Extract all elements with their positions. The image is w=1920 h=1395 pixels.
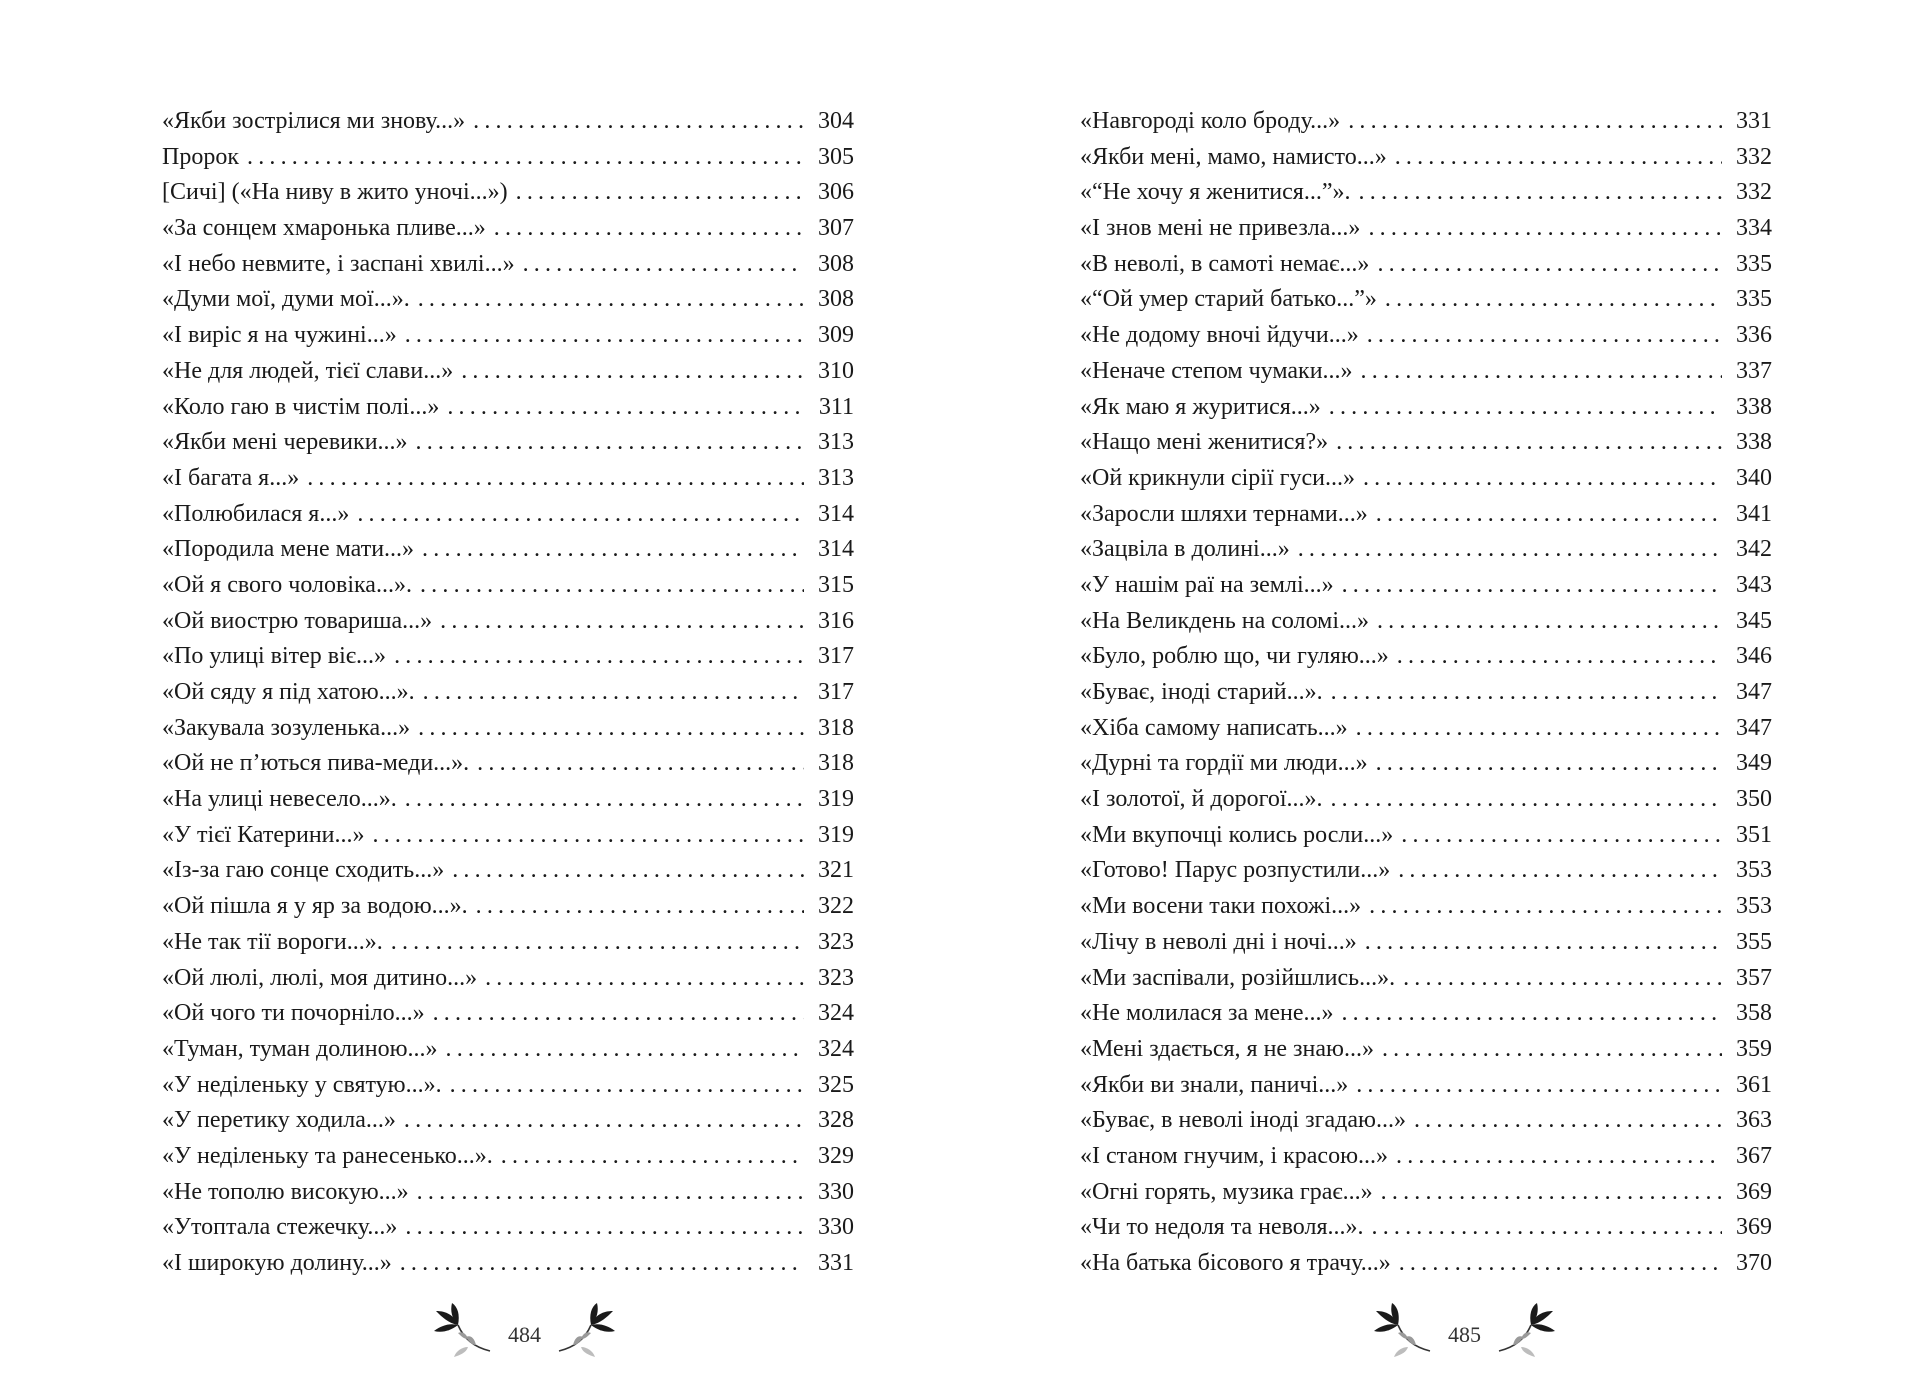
flower-sprig-icon (1495, 1303, 1565, 1357)
toc-entry (1080, 497, 1772, 533)
toc-entry-title: «“Ой умер старий батько...”» (1080, 286, 1377, 313)
dot-leader (1399, 1246, 1722, 1282)
dot-leader (1367, 318, 1722, 354)
toc-entry-page: 322 (818, 893, 854, 920)
toc-entry-page: 314 (818, 500, 854, 527)
toc-entry-title: «Ми заспівали, розійшлись...». (1080, 964, 1396, 991)
toc-entry-page: 325 (818, 1071, 854, 1098)
toc-entry-title: «Було, роблю що, чи гуляю...» (1080, 643, 1389, 670)
toc-entry-page: 330 (818, 1178, 854, 1205)
toc-entry (1080, 568, 1772, 604)
toc-entry-page: 367 (1736, 1142, 1772, 1169)
toc-entry-page: 345 (1736, 607, 1772, 634)
dot-leader (1363, 461, 1722, 497)
toc-entry-title: «Якби мені, мамо, намисто...» (1080, 143, 1387, 170)
dot-leader (1356, 711, 1722, 747)
toc-entry-page: 323 (818, 928, 854, 955)
dot-leader (404, 1103, 804, 1139)
toc-entry (1080, 140, 1772, 176)
dot-leader (423, 675, 804, 711)
dot-leader (1403, 961, 1722, 997)
toc-entry-title: «Мені здається, я не знаю...» (1080, 1035, 1374, 1062)
toc-entry-page: 363 (1736, 1107, 1772, 1134)
toc-entry-title: «Закувала зозуленька...» (162, 714, 411, 741)
toc-entry-page: 308 (818, 250, 854, 277)
toc-entry (1080, 996, 1772, 1032)
toc-entry (162, 568, 854, 604)
toc-entry-page: 338 (1736, 429, 1772, 456)
toc-entry-page: 342 (1736, 536, 1772, 563)
dot-leader (1336, 425, 1722, 461)
toc-entry-title: «Ой чого ти почорніло...» (162, 1000, 425, 1027)
toc-entry (162, 639, 854, 675)
dot-leader (1376, 497, 1722, 533)
toc-entry (1080, 1032, 1772, 1068)
toc-entry (1080, 390, 1772, 426)
toc-entry-title: «Коло гаю в чистім полі...» (162, 393, 440, 420)
toc-entry-page: 304 (818, 108, 854, 134)
page-number: 484 (508, 1322, 541, 1347)
toc-entry-page: 361 (1736, 1071, 1772, 1098)
toc-entry-page: 328 (818, 1107, 854, 1134)
toc-entry-title: «Породила мене мати...» (162, 536, 415, 563)
toc-entry-page: 329 (818, 1142, 854, 1169)
dot-leader (373, 818, 804, 854)
toc-entry-page: 319 (818, 821, 854, 848)
toc-entry (162, 354, 854, 390)
dot-leader (1395, 140, 1722, 176)
toc-entry-page: 358 (1736, 1000, 1772, 1027)
toc-entry-title: «Не молилася за мене...» (1080, 1000, 1334, 1027)
toc-entry (1080, 282, 1772, 318)
toc-entry (162, 175, 854, 211)
toc-list-left (162, 104, 854, 1282)
toc-entry (1080, 961, 1772, 997)
toc-entry-page: 317 (818, 679, 854, 705)
toc-entry (1080, 425, 1772, 461)
toc-entry-title: «Неначе степом чумаки...» (1080, 357, 1353, 384)
toc-entry-page: 341 (1736, 500, 1772, 527)
toc-entry-page: 350 (1736, 786, 1772, 813)
toc-entry-title: «На улиці невесело...». (162, 786, 397, 813)
page-number: 485 (1448, 1322, 1481, 1347)
toc-entry-page: 337 (1736, 357, 1772, 384)
toc-entry (1080, 889, 1772, 925)
toc-entry (162, 604, 854, 640)
toc-entry (1080, 461, 1772, 497)
toc-entry-title: «Лічу в неволі дні і ночі...» (1080, 928, 1357, 955)
toc-entry-page: 313 (818, 464, 854, 491)
toc-entry-page: 335 (1736, 286, 1772, 313)
dot-leader (1398, 853, 1722, 889)
toc-entry (1080, 247, 1772, 283)
toc-entry-title: «Зацвіла в долині...» (1080, 536, 1290, 563)
toc-entry (162, 211, 854, 247)
toc-entry (162, 889, 854, 925)
toc-entry (1080, 925, 1772, 961)
dot-leader (1348, 104, 1722, 140)
dot-leader (1377, 604, 1722, 640)
dot-leader (405, 318, 804, 354)
toc-entry-title: Пророк (162, 143, 239, 170)
dot-leader (307, 461, 804, 497)
toc-entry-title: «Не додому вночі йдучи...» (1080, 322, 1359, 349)
dot-leader (477, 746, 804, 782)
toc-entry (162, 497, 854, 533)
toc-entry (1080, 1246, 1772, 1282)
dot-leader (1381, 1175, 1722, 1211)
dot-leader (473, 104, 804, 140)
toc-entry (1080, 1210, 1772, 1246)
toc-entry-title: «У тієї Катерини...» (162, 821, 365, 848)
dot-leader (452, 853, 804, 889)
toc-entry (1080, 711, 1772, 747)
toc-entry-page: 340 (1736, 464, 1772, 491)
toc-entry-page: 334 (1736, 215, 1772, 242)
toc-entry-title: «Ой виострю товариша...» (162, 607, 433, 634)
dot-leader (1385, 282, 1722, 318)
toc-entry-page: 319 (818, 786, 854, 813)
toc-entry (162, 425, 854, 461)
toc-entry-page: 324 (818, 1035, 854, 1062)
toc-entry-page: 332 (1736, 179, 1772, 206)
toc-entry-title: «Якби ви знали, паничі...» (1080, 1071, 1349, 1098)
toc-entry-title: «Не для людей, тієї слави...» (162, 357, 454, 384)
dot-leader (501, 1139, 804, 1175)
toc-entry-title: «І багата я...» (162, 464, 300, 491)
toc-entry-title: «Готово! Парус розпустили...» (1080, 857, 1391, 884)
toc-entry-title: «Туман, туман долиною...» (162, 1035, 438, 1062)
toc-entry-page: 353 (1736, 857, 1772, 884)
dot-leader (450, 1068, 804, 1104)
toc-entry (162, 818, 854, 854)
toc-entry (162, 461, 854, 497)
dot-leader (446, 1032, 804, 1068)
toc-entry-page: 331 (818, 1250, 854, 1276)
toc-entry-page: 330 (818, 1214, 854, 1241)
dot-leader (1356, 1068, 1722, 1104)
dot-leader (422, 532, 804, 568)
toc-entry-title: «“Не хочу я женитися...”». (1080, 179, 1351, 206)
toc-entry (162, 140, 854, 176)
dot-leader (1414, 1103, 1722, 1139)
toc-entry (162, 247, 854, 283)
dot-leader (1369, 889, 1722, 925)
toc-entry-page: 359 (1736, 1035, 1772, 1062)
dot-leader (400, 1246, 804, 1282)
toc-entry (162, 1175, 854, 1211)
toc-entry-page: 308 (818, 286, 854, 313)
dot-leader (394, 639, 804, 675)
toc-entry-title: «Ой не п’ються пива-меди...». (162, 750, 470, 777)
toc-entry-page: 347 (1736, 679, 1772, 705)
toc-entry (1080, 354, 1772, 390)
dot-leader (1330, 782, 1722, 818)
toc-entry-title: «Огні горять, музика грає...» (1080, 1178, 1373, 1205)
dot-leader (1372, 1210, 1723, 1246)
toc-entry (1080, 675, 1772, 711)
toc-entry-title: «Не так тії вороги...». (162, 928, 383, 955)
toc-entry-title: «Ой люлі, люлі, моя дитино...» (162, 964, 478, 991)
dot-leader (1397, 639, 1722, 675)
toc-entry (162, 1246, 854, 1282)
toc-entry-title: «І золотої, й дорогої...». (1080, 786, 1323, 813)
dot-leader (1368, 211, 1722, 247)
toc-entry-page: 318 (818, 714, 854, 741)
toc-entry-title: «У неділеньку та ранесенько...». (162, 1142, 493, 1169)
dot-leader (418, 282, 804, 318)
dot-leader (1331, 675, 1722, 711)
toc-entry-title: «Ой я свого чоловіка...». (162, 571, 412, 598)
toc-entry-title: «Думи мої, думи мої...». (162, 286, 410, 313)
dot-leader (461, 354, 804, 390)
toc-entry-page: 306 (818, 179, 854, 206)
toc-entry-page: 323 (818, 964, 854, 991)
toc-entry-title: «Нащо мені женитися?» (1080, 429, 1329, 456)
toc-entry-title: «Навгороді коло броду...» (1080, 108, 1341, 134)
toc-entry-title: «Не тополю високую...» (162, 1178, 409, 1205)
flower-sprig-icon (1364, 1303, 1434, 1357)
toc-entry-title: «І широкую долину...» (162, 1250, 392, 1276)
toc-entry-page: 305 (818, 143, 854, 170)
toc-entry-page: 355 (1736, 928, 1772, 955)
toc-entry (162, 1103, 854, 1139)
dot-leader (420, 568, 804, 604)
toc-entry-page: 318 (818, 750, 854, 777)
dot-leader (1382, 1032, 1722, 1068)
toc-entry-title: «Полюбилася я...» (162, 500, 350, 527)
toc-entry-page: 357 (1736, 964, 1772, 991)
toc-entry-title: «І небо невмите, і заспані хвилі...» (162, 250, 515, 277)
toc-entry-title: «Чи то недоля та неволя...». (1080, 1214, 1364, 1241)
toc-entry (1080, 604, 1772, 640)
toc-entry (1080, 1068, 1772, 1104)
toc-entry-title: «Ой сяду я під хатою...». (162, 679, 415, 705)
toc-entry (1080, 818, 1772, 854)
toc-entry (162, 1068, 854, 1104)
toc-entry-page: 349 (1736, 750, 1772, 777)
toc-entry (162, 532, 854, 568)
toc-entry-title: «У нашім раї на землі...» (1080, 571, 1334, 598)
toc-entry-title: «Із-за гаю сонце сходить...» (162, 857, 445, 884)
toc-entry (1080, 318, 1772, 354)
page-footer-right (1364, 1300, 1565, 1360)
dot-leader (1341, 996, 1722, 1032)
toc-entry-page: 338 (1736, 393, 1772, 420)
toc-entry-page: 343 (1736, 571, 1772, 598)
toc-entry (162, 961, 854, 997)
toc-entry (1080, 639, 1772, 675)
dot-leader (523, 247, 804, 283)
dot-leader (391, 925, 804, 961)
dot-leader (416, 425, 804, 461)
toc-entry (162, 996, 854, 1032)
dot-leader (1342, 568, 1722, 604)
toc-entry-page: 317 (818, 643, 854, 670)
toc-entry-title: «І знов мені не привезла...» (1080, 215, 1361, 242)
toc-entry (162, 711, 854, 747)
toc-entry-title: «Дурні та гордії ми люди...» (1080, 750, 1368, 777)
toc-entry-page: 332 (1736, 143, 1772, 170)
toc-entry-title: «По улиці вітер віє...» (162, 643, 387, 670)
toc-entry-title: «У перетику ходила...» (162, 1107, 396, 1134)
dot-leader (1298, 532, 1722, 568)
toc-entry-page: 316 (818, 607, 854, 634)
toc-entry-page: 307 (818, 215, 854, 242)
dot-leader (494, 211, 804, 247)
toc-entry-page: 353 (1736, 893, 1772, 920)
toc-entry (162, 318, 854, 354)
toc-entry (1080, 532, 1772, 568)
toc-entry (1080, 1175, 1772, 1211)
toc-entry-title: «Ми вкупочці колись росли...» (1080, 821, 1394, 848)
flower-sprig-icon (424, 1303, 494, 1357)
toc-entry-page: 314 (818, 536, 854, 563)
toc-entry (162, 390, 854, 426)
toc-entry-page: 369 (1736, 1178, 1772, 1205)
toc-entry-page: 351 (1736, 821, 1772, 848)
toc-entry (162, 1210, 854, 1246)
right-page (960, 0, 1920, 1395)
toc-entry-page: 346 (1736, 643, 1772, 670)
dot-leader (476, 889, 804, 925)
toc-entry (162, 853, 854, 889)
toc-entry-page: 313 (818, 429, 854, 456)
toc-entry-title: «На батька бісового я трачу...» (1080, 1250, 1391, 1276)
toc-entry (162, 782, 854, 818)
toc-entry (162, 282, 854, 318)
toc-entry-title: «Буває, іноді старий...». (1080, 679, 1323, 705)
toc-entry-title: «Ми восени таки похожі...» (1080, 893, 1362, 920)
toc-entry (162, 104, 854, 140)
dot-leader (516, 175, 804, 211)
dot-leader (447, 390, 804, 426)
toc-entry-page: 336 (1736, 322, 1772, 349)
toc-entry-title: «Як маю я журитися...» (1080, 393, 1321, 420)
toc-entry (1080, 104, 1772, 140)
dot-leader (1376, 746, 1722, 782)
toc-entry-title: «Утоптала стежечку...» (162, 1214, 398, 1241)
dot-leader (1401, 818, 1722, 854)
toc-entry-title: «І виріс я на чужині...» (162, 322, 397, 349)
toc-entry (162, 746, 854, 782)
toc-entry-page: 370 (1736, 1250, 1772, 1276)
toc-entry-title: «У неділеньку у святую...». (162, 1071, 442, 1098)
toc-entry (162, 925, 854, 961)
toc-entry-page: 335 (1736, 250, 1772, 277)
dot-leader (1361, 354, 1722, 390)
toc-entry-title: «Ой пішла я у яр за водою...». (162, 893, 468, 920)
page-footer-left (424, 1300, 625, 1360)
toc-entry-page: 324 (818, 1000, 854, 1027)
toc-entry-title: «В неволі, в самоті немає...» (1080, 250, 1370, 277)
toc-entry-page: 315 (818, 571, 854, 598)
toc-entry-title: [Сичі] («На ниву в жито уночі...») (162, 179, 508, 206)
toc-entry-title: «За сонцем хмаронька пливе...» (162, 215, 486, 242)
dot-leader (357, 497, 804, 533)
dot-leader (1359, 175, 1723, 211)
dot-leader (1329, 390, 1722, 426)
toc-entry-page: 310 (818, 357, 854, 384)
toc-entry-title: «Якби зострілися ми знову...» (162, 108, 466, 134)
toc-entry (1080, 211, 1772, 247)
toc-entry (162, 1032, 854, 1068)
dot-leader (247, 140, 804, 176)
dot-leader (405, 782, 804, 818)
dot-leader (440, 604, 804, 640)
toc-entry-title: «Буває, в неволі іноді згадаю...» (1080, 1107, 1406, 1134)
dot-leader (405, 1210, 804, 1246)
toc-entry-page: 309 (818, 322, 854, 349)
toc-entry-page: 369 (1736, 1214, 1772, 1241)
dot-leader (1365, 925, 1722, 961)
toc-entry-title: «Хіба самому написать...» (1080, 714, 1348, 741)
toc-entry-page: 311 (818, 393, 854, 420)
toc-entry (1080, 1103, 1772, 1139)
dot-leader (418, 711, 804, 747)
dot-leader (417, 1175, 804, 1211)
toc-entry (1080, 782, 1772, 818)
toc-entry (1080, 175, 1772, 211)
toc-list-right (1080, 104, 1772, 1282)
toc-entry (1080, 853, 1772, 889)
toc-entry-title: «Заросли шляхи тернами...» (1080, 500, 1368, 527)
toc-entry (1080, 1139, 1772, 1175)
dot-leader (1396, 1139, 1722, 1175)
toc-entry-page: 331 (1736, 108, 1772, 134)
toc-entry-title: «Якби мені черевики...» (162, 429, 408, 456)
toc-entry-page: 321 (818, 857, 854, 884)
dot-leader (433, 996, 804, 1032)
flower-sprig-icon (555, 1303, 625, 1357)
toc-entry (1080, 746, 1772, 782)
toc-entry-title: «Ой крикнули сірії гуси...» (1080, 464, 1355, 491)
dot-leader (485, 961, 804, 997)
toc-entry (162, 1139, 854, 1175)
toc-entry (162, 675, 854, 711)
toc-entry-page: 347 (1736, 714, 1772, 741)
toc-entry-title: «На Великдень на соломі...» (1080, 607, 1369, 634)
dot-leader (1377, 247, 1722, 283)
toc-entry-title: «І станом гнучим, і красою...» (1080, 1142, 1389, 1169)
